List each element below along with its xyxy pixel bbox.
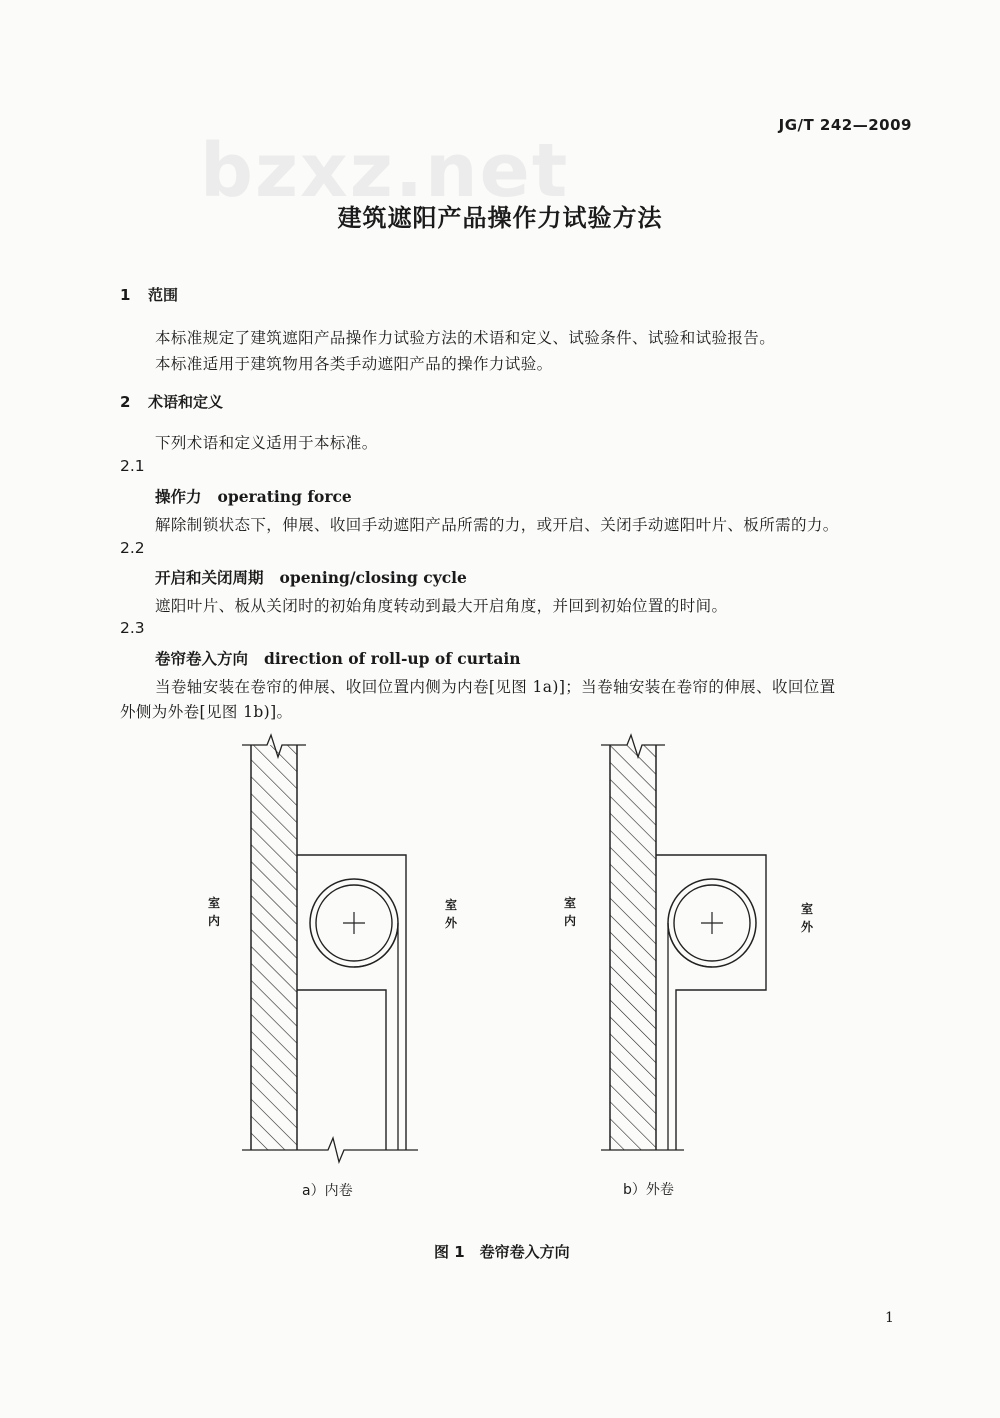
section-2-title: 术语和定义: [148, 393, 224, 411]
term-2-2-definition: 遮阳叶片、板从关闭时的初始角度转动到最大开启角度，并回到初始位置的时间。: [155, 597, 728, 615]
term-2-1-definition: 解除制锁状态下，伸展、收回手动遮阳产品所需的力，或开启、关闭手动遮阳叶片、板所需的力。: [155, 516, 839, 534]
figure-b-wall-hatch: [610, 745, 656, 1150]
figure-a-drawing: [242, 735, 418, 1162]
figure-a-curtain: [354, 923, 398, 1150]
figure-a-indoor-label: 室内: [207, 896, 220, 928]
section-1-title: 范围: [148, 286, 179, 304]
figure-b-caption: b）外卷: [623, 1182, 674, 1198]
term-2-1-number: 2.1: [120, 457, 145, 475]
section-1-paragraph-1: 本标准规定了建筑遮阳产品操作力试验方法的术语和定义、试验条件、试验和试验报告。: [155, 329, 776, 347]
figure-title: 图 1 卷帘卷入方向: [434, 1243, 570, 1261]
term-2-3-number: 2.3: [120, 619, 145, 637]
figure-b-outdoor-label: 室外: [800, 902, 813, 934]
document-title: 建筑遮阳产品操作力试验方法: [337, 204, 663, 232]
term-2-2-number: 2.2: [120, 539, 145, 557]
term-2-2-english: opening/closing cycle: [279, 568, 467, 587]
section-2-number: 2: [120, 393, 131, 411]
section-1-number: 1: [120, 286, 131, 304]
watermark: bzxz.net: [200, 128, 570, 214]
term-2-2-chinese: 开启和关闭周期: [155, 568, 264, 587]
section-2-intro: 下列术语和定义适用于本标准。: [155, 434, 378, 452]
section-1-paragraph-2: 本标准适用于建筑物用各类手动遮阳产品的操作力试验。: [155, 355, 553, 373]
figure-a-caption: a）内卷: [302, 1183, 353, 1199]
term-2-3-english: direction of roll-up of curtain: [264, 649, 521, 668]
figure-a-outdoor-label: 室外: [444, 898, 457, 930]
term-2-1-english: operating force: [217, 487, 352, 506]
term-2-1-chinese: 操作力: [155, 487, 202, 506]
term-2-3-definition-line-1: 当卷轴安装在卷帘的伸展、收回位置内侧为内卷[见图 1a)]；当卷轴安装在卷帘的伸展、收回位置: [155, 678, 836, 696]
figure-b-drawing: [601, 735, 766, 1150]
figure-a-box: [297, 855, 406, 1150]
figure-a-wall-hatch: [251, 745, 297, 1150]
term-2-3-chinese: 卷帘卷入方向: [155, 649, 249, 668]
term-2-3-definition-line-2: 外侧为外卷[见图 1b)]。: [120, 703, 293, 721]
figure-b-indoor-label: 室内: [563, 896, 576, 928]
page-number: 1: [885, 1310, 894, 1326]
figure-b-curtain: [668, 923, 712, 1150]
standard-code: JG/T 242—2009: [778, 116, 912, 134]
